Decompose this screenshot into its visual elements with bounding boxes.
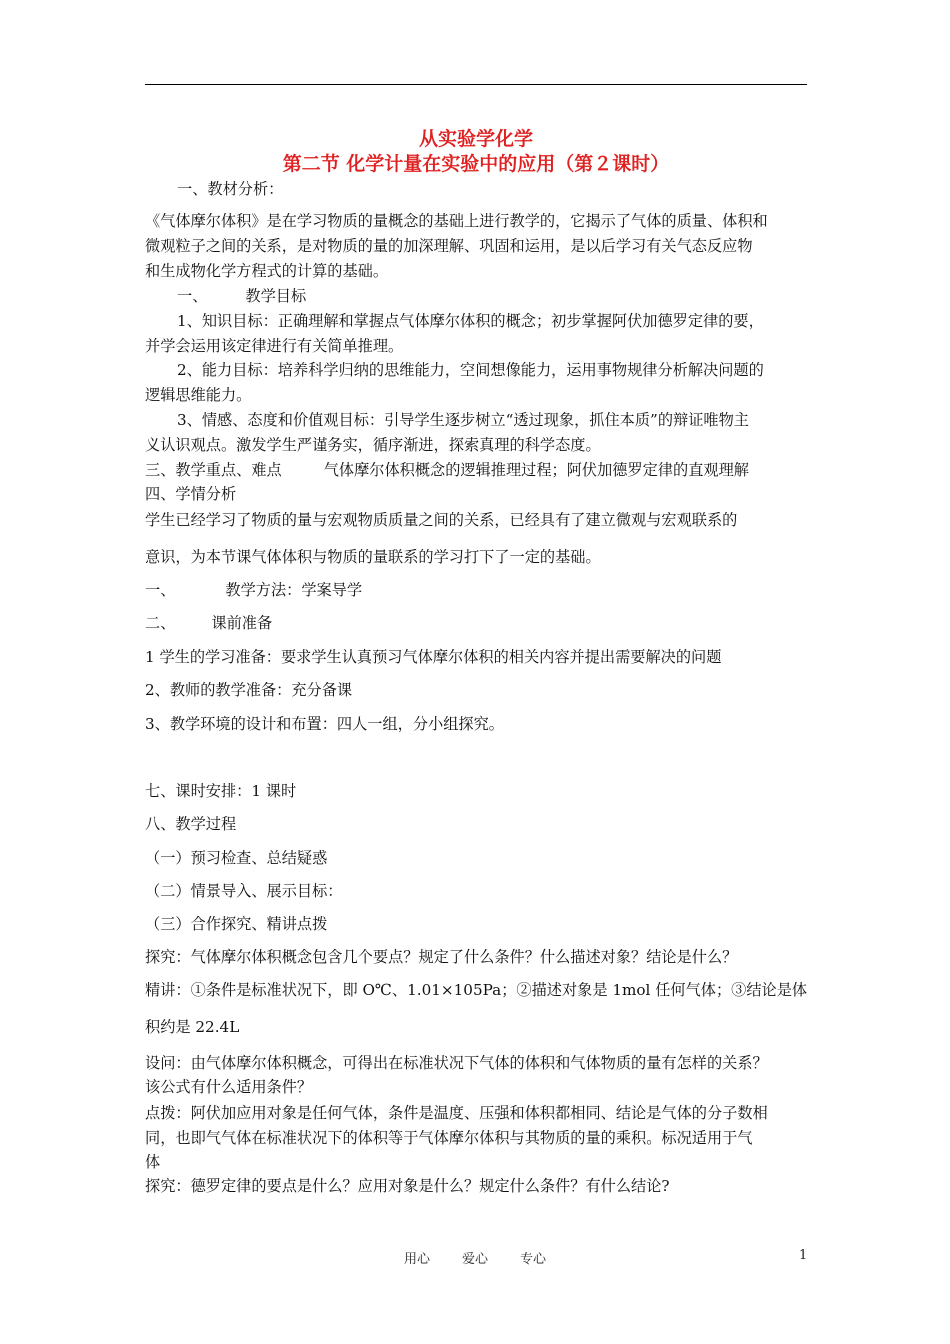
section-heading-students: 四、学情分析 (145, 485, 237, 503)
paragraph-line: 探究：德罗定律的要点是什么？应用对象是什么？规定什么条件？有什么结论? (145, 1177, 670, 1195)
section-heading-schedule: 七、课时安排：1 课时 (145, 782, 297, 800)
section-heading-process: 八、教学过程 (145, 815, 237, 833)
paragraph-line: 设问：由气体摩尔体积概念，可得出在标准状况下气体的体积和气体物质的量有怎样的关系？ (145, 1054, 768, 1072)
paragraph-line: 逻辑思维能力。 (145, 386, 252, 404)
list-item: （三）合作探究、精讲点拨 (145, 915, 328, 933)
section-text: 气体摩尔体积概念的逻辑推理过程；阿伏加德罗定律的直观理解 (323, 461, 749, 479)
paragraph-line: 意识，为本节课气体体积与物质的量联系的学习打下了一定的基础。 (145, 548, 601, 566)
section-heading-methods (145, 579, 362, 601)
footer-motto-2: 爱心 (461, 1252, 488, 1267)
section-title: 教学方法：学案导学 (225, 581, 363, 599)
paragraph-line: 体 (145, 1153, 161, 1171)
section-number: 一、 (177, 287, 208, 305)
section-title: 课前准备 (211, 614, 273, 632)
paragraph-line: 2、能力目标：培养科学归纳的思维能力，空间想像能力，运用事物规律分析解决问题的 (177, 361, 764, 379)
header-rule (145, 84, 807, 85)
footer-motto-3: 专心 (520, 1252, 547, 1267)
paragraph-line: 同，也即气气体在标准状况下的体积等于气体摩尔体积与其物质的量的乘积。标况适用于气 (145, 1129, 753, 1147)
section-heading-preparation (145, 612, 272, 634)
paragraph-line: 并学会运用该定律进行有关简单推理。 (145, 337, 404, 355)
footer-motto-1: 用心 (403, 1252, 430, 1267)
paragraph-line: 探究：气体摩尔体积概念包含几个要点？规定了什么条件？什么描述对象？结论是什么？ (145, 948, 738, 966)
page-number: 1 (799, 1248, 808, 1263)
section-heading-materials: 一、教材分析： (177, 180, 284, 198)
document-subtitle: 第二节 化学计量在实验中的应用（第２课时） (282, 153, 670, 175)
section-heading-keypoints (145, 459, 749, 481)
footer-motto (0, 1248, 950, 1267)
list-item: 2、教师的教学准备：充分备课 (145, 681, 353, 699)
paragraph-line: 义认识观点。激发学生严谨务实，循序渐进，探索真理的科学态度。 (145, 436, 601, 454)
paragraph-line: 3、情感、态度和价值观目标：引导学生逐步树立“透过现象，抓住本质”的辩证唯物主 (177, 411, 749, 429)
list-item: （二）情景导入、展示目标： (145, 882, 343, 900)
paragraph-line: 点拨：阿伏加应用对象是任何气体，条件是温度、压强和体积都相同、结论是气体的分子数相 (145, 1104, 768, 1122)
paragraph-line: 积约是 22.4L (145, 1018, 240, 1036)
list-item: 3、教学环境的设计和布置：四人一组，分小组探究。 (145, 715, 504, 733)
section-title: 三、教学重点、难点 (145, 461, 282, 479)
document-title: 从实验学化学 (418, 128, 533, 150)
paragraph-line: 1、知识目标：正确理解和掌握点气体摩尔体积的概念；初步掌握阿伏加德罗定律的要， (177, 312, 764, 330)
paragraph-line: 《气体摩尔体积》是在学习物质的量概念的基础上进行教学的，它揭示了气体的质量、体积和 (145, 212, 768, 230)
section-number: 二、 (145, 614, 176, 632)
section-number: 一、 (145, 581, 176, 599)
list-item: （一）预习检查、总结疑惑 (145, 849, 328, 867)
paragraph-line: 精讲：①条件是标准状况下，即 O℃、1.01×105Pa；②描述对象是 1mol 任何气体；③结论是体 (145, 981, 808, 999)
paragraph-line: 学生已经学习了物质的量与宏观物质质量之间的关系，已经具有了建立微观与宏观联系的 (145, 511, 738, 529)
paragraph-line: 和生成物化学方程式的计算的基础。 (145, 262, 388, 280)
list-item: 1 学生的学习准备：要求学生认真预习气体摩尔体积的相关内容并提出需要解决的问题 (145, 648, 722, 666)
section-heading-goals (177, 285, 306, 307)
paragraph-line: 微观粒子之间的关系，是对物质的量的加深理解、巩固和运用，是以后学习有关气态反应物 (145, 237, 753, 255)
section-title: 教学目标 (245, 287, 307, 305)
paragraph-line: 该公式有什么适用条件？ (145, 1078, 313, 1096)
